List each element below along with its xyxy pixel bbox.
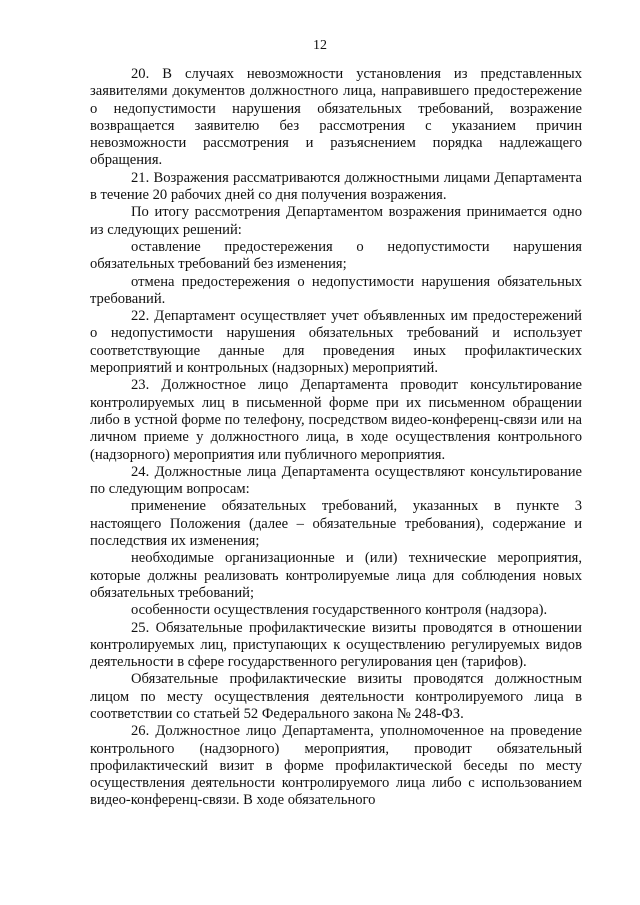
paragraph-21: 21. Возражения рассматриваются должностными лицами Департамента в течение 20 рабочих дней со дня получения возражения. (90, 169, 582, 204)
paragraph-visits: Обязательные профилактические визиты проводятся должностным лицом по месту осуществления деятельности контролируемого лица в соответствии со статьей 52 Федерального закона № 248-ФЗ. (90, 671, 582, 722)
paragraph-topic-measures: необходимые организационные и (или) технические мероприятия, которые должны реализовать контролируемые лица для соблюдения новых обязательных требований; (90, 550, 582, 601)
paragraph-decision-keep: оставление предостережения о недопустимости нарушения обязательных требований без изменения; (90, 238, 582, 273)
paragraph-20: 20. В случаях невозможности установления из представленных заявителями документов должностного лица, направившего предостережение о недопустимости нарушения обязательных требований, возражение возвращается заявителю без рассмотрения с указанием причин невозможности рассмотрения и разъяснением порядка надлежащего обращения. (90, 66, 582, 169)
paragraph-topic-control: особенности осуществления государственного контроля (надзора). (131, 602, 548, 619)
paragraph-topic-requirements: применение обязательных требований, указанных в пункте 3 настоящего Положения (далее – обязательные требования), содержание и последствия их изменения; (90, 498, 582, 550)
document-body (90, 66, 582, 810)
paragraph-22: 22. Департамент осуществляет учет объявленных им предостережений о недопустимости нарушения обязательных требований и использует соответствующие данные для проведения иных профилактических мероприятий и контрольных (надзорных) мероприятий. (90, 308, 582, 377)
paragraph-23: 23. Должностное лицо Департамента проводит консультирование контролируемых лиц в письменной форме при их письменном обращении либо в устной форме по телефону, посредством видео-конференц-связи или на личном приеме у должностного лица, в ходе осуществления контрольного (надзорного) мероприятия или публичного мероприятия. (90, 377, 582, 463)
paragraph-decisions-intro: По итогу рассмотрения Департаментом возражения принимается одно из следующих решений: (90, 204, 582, 238)
paragraph-24: 24. Должностные лица Департамента осуществляют консультирование по следующим вопросам: (90, 463, 582, 498)
paragraph-decision-cancel: отмена предостережения о недопустимости нарушения обязательных требований. (90, 273, 582, 307)
paragraph-25: 25. Обязательные профилактические визиты проводятся в отношении контролируемых лиц, приступающих к осуществлению регулируемых видов деятельности в сфере государственного регулирования цен (тарифов). (90, 619, 582, 671)
page-number: 12 (313, 38, 327, 53)
paragraph-26: 26. Должностное лицо Департамента, уполномоченное на проведение контрольного (надзорного) мероприятия, проводит обязательный профилактический визит в форме профилактической беседы по месту осуществления деятельности контролируемого лица либо с использованием видео-конференц-связи. В ходе обязательного (90, 723, 582, 809)
